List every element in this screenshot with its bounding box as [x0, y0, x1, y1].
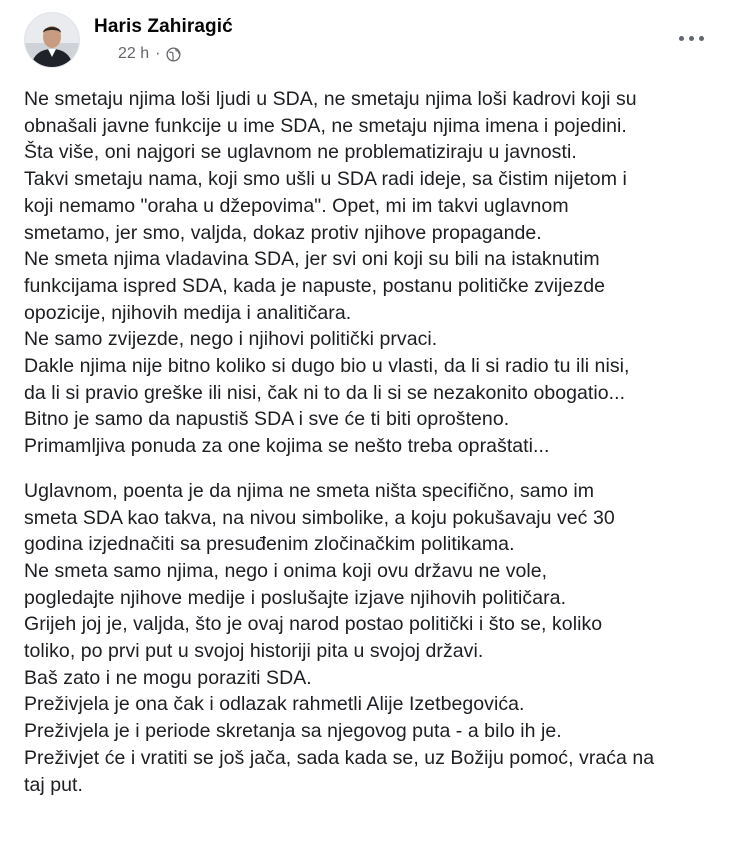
post-line: opozicije, njihovih medija i analitičara.: [24, 301, 352, 324]
post-line: funkcijama ispred SDA, kada je napuste, postanu političke zvijezde: [24, 274, 606, 297]
post-line: Šta više, oni najgori se uglavnom ne problematiziraju u javnosti.: [24, 141, 577, 164]
post-paragraph: [24, 86, 724, 460]
post-line: Preživjela je i periode skretanja sa njegovog puta - a bilo ih je.: [24, 720, 562, 743]
post-line: Ne smeta njima vladavina SDA, jer svi oni koji su bili na istaknutim: [24, 248, 600, 271]
post-line: Takvi smetaju nama, koji smo ušli u SDA radi ideje, sa čistim nijetom i: [24, 168, 627, 191]
avatar[interactable]: [24, 12, 80, 68]
post-line: toliko, po prvi put u svojoj historiji pita u svojoj državi.: [24, 640, 484, 663]
post-line: Preživjet će i vratiti se još jača, sada kada se, uz Božiju pomoć, vraća na: [24, 746, 655, 769]
post-line: koji nemamo "oraha u džepovima". Opet, mi im takvi uglavnom: [24, 194, 569, 217]
post-line: Dakle njima nije bitno koliko si dugo bio u vlasti, da li si radio tu ili nisi,: [24, 355, 630, 378]
post-paragraph: [24, 478, 724, 798]
post-line: godina izjednačiti sa presuđenim zločinačkim politikama.: [24, 533, 515, 556]
post-line: Bitno je samo da napustiš SDA i sve će ti biti oprošteno.: [24, 408, 510, 431]
post-line: Uglavnom, poenta je da njima ne smeta ništa specifično, samo im: [24, 479, 595, 502]
author-name[interactable]: Haris Zahiragić: [94, 16, 233, 37]
post-line: Preživjela je ona čak i odlazak rahmetli Alije Izetbegovića.: [24, 693, 525, 716]
more-dot: [689, 36, 694, 41]
post-line: smetamo, jer smo, valjda, dokaz protiv njihove propagande.: [24, 221, 542, 244]
post-line: Primamljiva ponuda za one kojima se nešto treba opraštati...: [24, 435, 550, 458]
more-dot: [699, 36, 704, 41]
post-meta: [118, 45, 181, 63]
post-body: [24, 86, 724, 816]
post-line: Ne smeta samo njima, nego i onima koji ovu državu ne vole,: [24, 559, 548, 582]
globe-icon[interactable]: [166, 47, 181, 62]
post-header: [24, 12, 713, 72]
post-line: da li si pravio greške ili nisi, čak ni to da li si se nezakonito obogatio...: [24, 381, 626, 404]
post-line: obnašali javne funkcije u ime SDA, ne smetaju njima imena i pojedini.: [24, 114, 627, 137]
more-dot: [679, 36, 684, 41]
more-options-icon[interactable]: [673, 28, 709, 48]
post-line: Ne samo zvijezde, nego i njihovi politički prvaci.: [24, 328, 438, 351]
post-line: taj put.: [24, 773, 83, 796]
post-line: Baš zato i ne mogu poraziti SDA.: [24, 666, 312, 689]
post-time[interactable]: 22 h: [118, 45, 150, 62]
post-line: Grijeh joj je, valjda, što je ovaj narod postao politički i što se, koliko: [24, 613, 603, 636]
profile-photo: [25, 13, 79, 67]
post-line: pogledajte njihove medije i poslušajte izjave njihovih političara.: [24, 586, 567, 609]
post-line: Ne smetaju njima loši ljudi u SDA, ne smetaju njima loši kadrovi koji su: [24, 88, 637, 110]
meta-separator: ·: [155, 45, 161, 62]
post-line: smeta SDA kao takva, na nivou simbolike, a koju pokušavaju već 30: [24, 506, 615, 529]
